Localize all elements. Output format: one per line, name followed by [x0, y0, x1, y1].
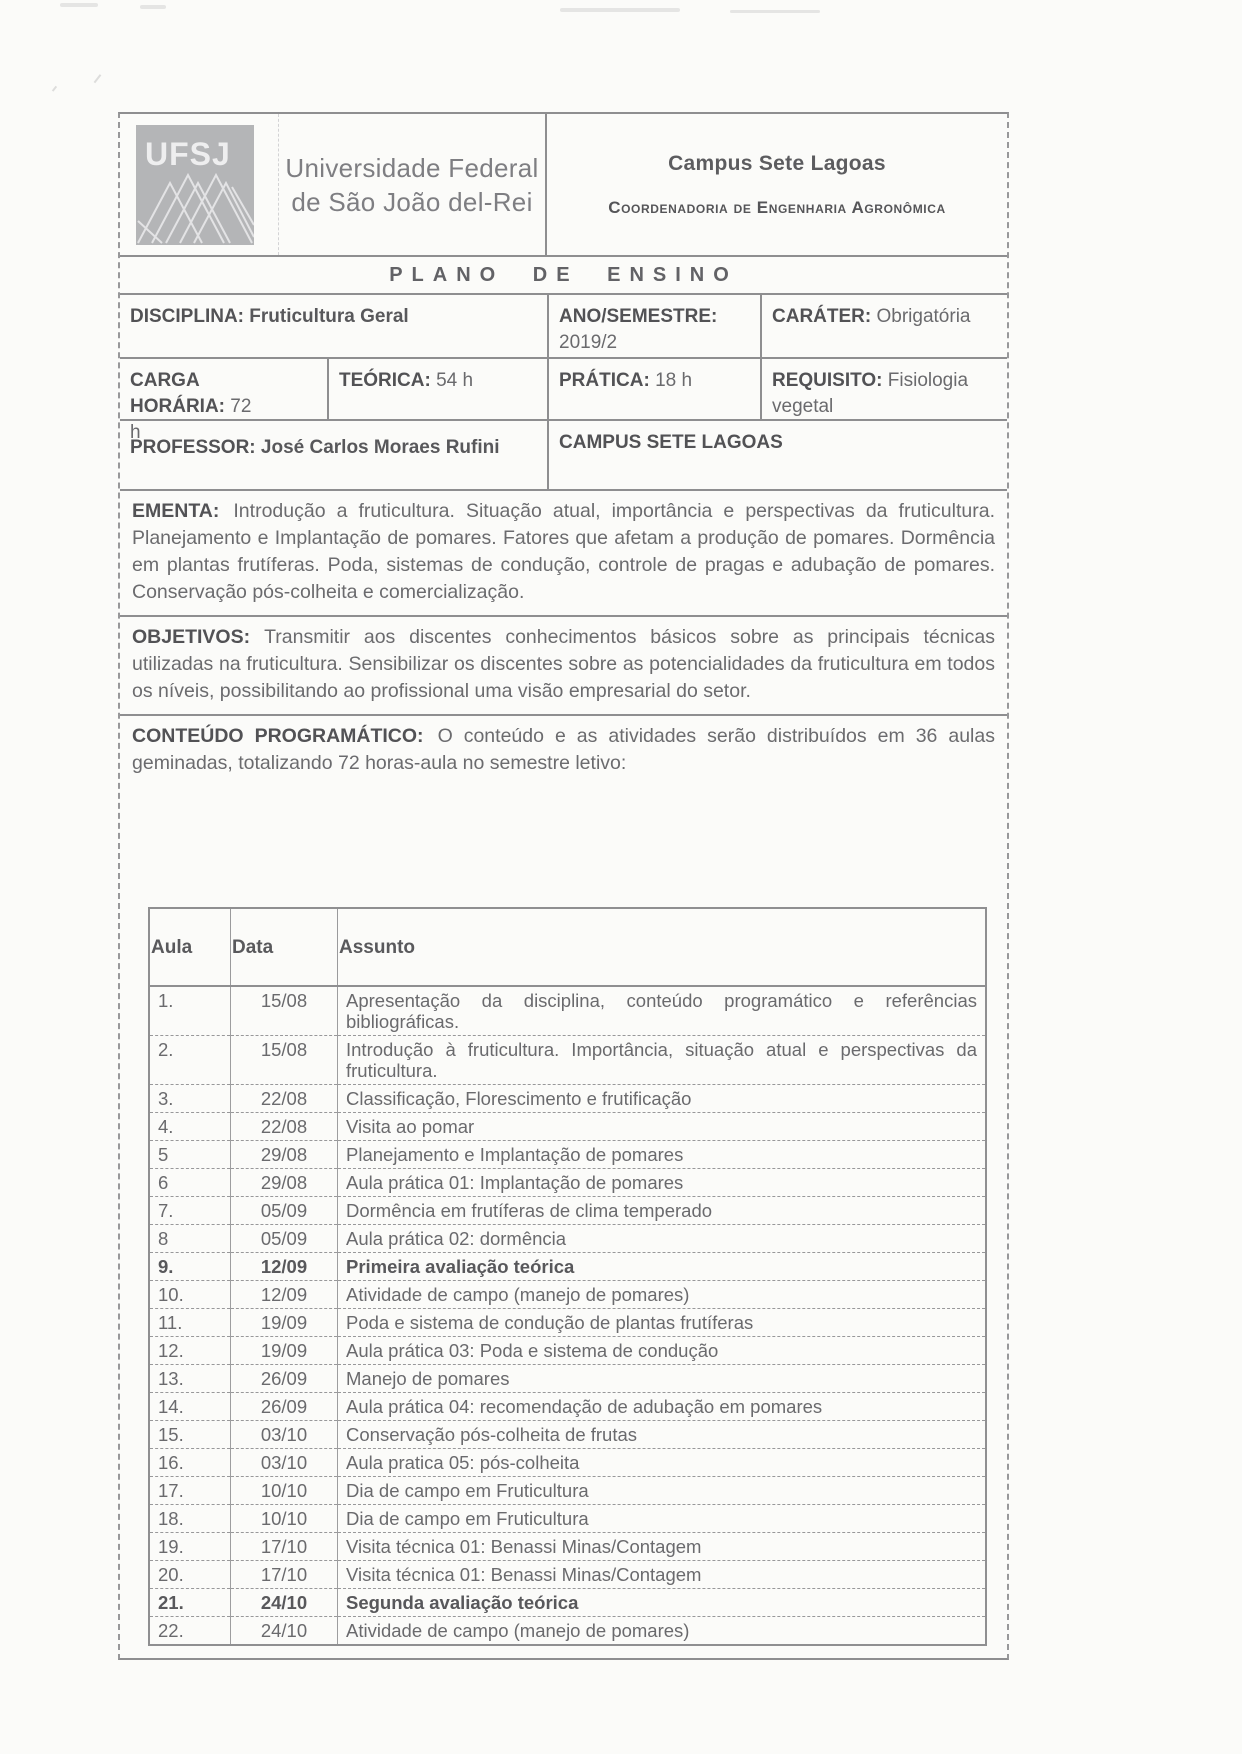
schedule-header-data: Data	[231, 908, 338, 986]
data-cell: 03/10	[231, 1449, 338, 1477]
carater-value: Obrigatória	[876, 306, 971, 327]
assunto-cell	[338, 1225, 987, 1253]
carga-horaria-label: CARGA HORÁRIA:	[130, 370, 225, 417]
campus-cell-value: CAMPUS SETE LAGOAS	[559, 432, 783, 453]
assunto-text: Aula prática 01: Implantação de pomares	[346, 1172, 684, 1193]
assunto-cell	[338, 1036, 987, 1085]
page-title: PLANO DE ENSINO	[120, 255, 1007, 293]
assunto-text: Dia de campo em Fruticultura	[346, 1508, 589, 1529]
data-cell: 26/09	[231, 1393, 338, 1421]
conteudo-paragraph	[132, 723, 995, 777]
data-cell: 15/08	[231, 986, 338, 1036]
assunto-text: Aula prática 02: dormência	[346, 1228, 567, 1249]
assunto-cell	[338, 1169, 987, 1197]
assunto-cell	[338, 1561, 987, 1589]
assunto-text: Segunda avaliação teórica	[346, 1592, 579, 1613]
assunto-cell	[338, 1449, 987, 1477]
assunto-cell	[338, 1281, 987, 1309]
pratica-label: PRÁTICA:	[559, 370, 650, 391]
objetivos-text: Transmitir aos discentes conhecimentos básicos sobre as principais técnicas utilizadas na fruticultura. Sensibilizar os discentes sobre as potencialidades da fruticultura em todos os níveis, possibilitando ao profissional uma visão empresarial do setor.	[132, 626, 995, 702]
aula-cell: 20.	[149, 1561, 231, 1589]
campus-title: Campus Sete Lagoas	[668, 151, 886, 175]
carga-horaria-cell	[120, 359, 327, 443]
scan-artifact	[52, 86, 68, 101]
data-cell: 24/10	[231, 1617, 338, 1646]
ano-semestre-value: 2019/2	[559, 332, 618, 353]
schedule-body	[149, 986, 986, 1645]
schedule-row	[149, 1309, 986, 1337]
assunto-text: Classificação, Florescimento e frutificação	[346, 1088, 692, 1109]
aula-cell: 14.	[149, 1393, 231, 1421]
schedule-row	[149, 1449, 986, 1477]
data-cell: 10/10	[231, 1477, 338, 1505]
info-row-disciplina	[120, 293, 1007, 357]
data-cell: 10/10	[231, 1505, 338, 1533]
scan-artifact	[140, 5, 166, 9]
assunto-cell	[338, 1365, 987, 1393]
aula-cell: 19.	[149, 1533, 231, 1561]
scan-artifact	[94, 74, 113, 92]
university-name	[279, 151, 545, 219]
schedule-row	[149, 986, 986, 1036]
assunto-text: Aula prática 03: Poda e sistema de condução	[346, 1340, 719, 1361]
assunto-cell	[338, 1421, 987, 1449]
schedule-row	[149, 1365, 986, 1393]
objetivos-label: OBJETIVOS:	[132, 626, 251, 648]
schedule-row	[149, 1589, 986, 1617]
schedule-header-aula: Aula	[149, 908, 231, 986]
data-cell: 12/09	[231, 1253, 338, 1281]
schedule-row	[149, 1617, 986, 1646]
carater-cell	[760, 295, 1007, 357]
assunto-cell	[338, 1113, 987, 1141]
coordination-title: Coordenadoria de Engenharia Agronômica	[608, 197, 946, 217]
aula-cell: 3.	[149, 1085, 231, 1113]
ementa-text: Introdução a fruticultura. Situação atual, importância e perspectivas da fruticultura. Planejamento e Implantação de pomares. Fatores que afetam a produção de pomares. Dormência em plantas frutíferas. Poda, sistemas de condução, controle de pragas e adubação de pomares. Conservação pós-colheita e comercialização.	[132, 500, 995, 603]
schedule-row	[149, 1141, 986, 1169]
aula-cell: 21.	[149, 1589, 231, 1617]
carater-label: CARÁTER:	[772, 306, 872, 327]
university-name-line1: Universidade Federal	[285, 152, 539, 183]
data-cell: 17/10	[231, 1561, 338, 1589]
aula-cell: 16.	[149, 1449, 231, 1477]
assunto-cell	[338, 1533, 987, 1561]
schedule-row	[149, 1393, 986, 1421]
carga-horaria-value: 72 h	[130, 396, 252, 443]
schedule-row	[149, 1505, 986, 1533]
assunto-text: Planejamento e Implantação de pomares	[346, 1144, 684, 1165]
professor-cell	[120, 421, 547, 489]
schedule-row	[149, 1085, 986, 1113]
assunto-text: Conservação pós-colheita de frutas	[346, 1424, 638, 1445]
schedule-row	[149, 1253, 986, 1281]
pratica-value: 18 h	[655, 370, 693, 391]
schedule-row	[149, 1197, 986, 1225]
data-cell: 22/08	[231, 1113, 338, 1141]
schedule-row	[149, 1036, 986, 1085]
assunto-text: Dia de campo em Fruticultura	[346, 1480, 589, 1501]
assunto-text: Atividade de campo (manejo de pomares)	[346, 1284, 690, 1305]
data-cell: 17/10	[231, 1533, 338, 1561]
assunto-cell	[338, 1477, 987, 1505]
aula-cell: 18.	[149, 1505, 231, 1533]
assunto-cell	[338, 1393, 987, 1421]
aula-cell: 7.	[149, 1197, 231, 1225]
pratica-cell	[547, 359, 760, 419]
aula-cell: 2.	[149, 1036, 231, 1085]
data-cell: 26/09	[231, 1365, 338, 1393]
ementa-block	[120, 489, 1007, 615]
data-cell: 05/09	[231, 1197, 338, 1225]
data-cell: 22/08	[231, 1085, 338, 1113]
header-left-cell	[120, 114, 547, 255]
conteudo-label: CONTEÚDO PROGRAMÁTICO:	[132, 725, 424, 747]
info-row-professor	[120, 419, 1007, 489]
ano-semestre-label: ANO/SEMESTRE:	[559, 306, 718, 327]
disciplina-value: Fruticultura Geral	[249, 306, 409, 327]
data-cell: 29/08	[231, 1169, 338, 1197]
disciplina-cell	[120, 295, 547, 357]
assunto-cell	[338, 1589, 987, 1617]
assunto-cell	[338, 1253, 987, 1281]
aula-cell: 6	[149, 1169, 231, 1197]
header-right-cell	[547, 114, 1007, 255]
conteudo-block	[120, 714, 1007, 1658]
aula-cell: 15.	[149, 1421, 231, 1449]
scan-artifact	[560, 8, 680, 12]
assunto-cell	[338, 1617, 987, 1646]
assunto-cell	[338, 1085, 987, 1113]
assunto-text: Aula pratica 05: pós-colheita	[346, 1452, 580, 1473]
aula-cell: 17.	[149, 1477, 231, 1505]
aula-cell: 12.	[149, 1337, 231, 1365]
aula-cell: 5	[149, 1141, 231, 1169]
assunto-text: Poda e sistema de condução de plantas frutíferas	[346, 1312, 754, 1333]
assunto-cell	[338, 1337, 987, 1365]
assunto-text: Apresentação da disciplina, conteúdo programático e referências bibliográficas.	[346, 990, 977, 1032]
data-cell: 03/10	[231, 1421, 338, 1449]
data-cell: 15/08	[231, 1036, 338, 1085]
assunto-cell	[338, 1197, 987, 1225]
assunto-text: Visita ao pomar	[346, 1116, 475, 1137]
requisito-value: Fisiologia vegetal	[772, 370, 969, 417]
assunto-cell	[338, 986, 987, 1036]
schedule-row	[149, 1113, 986, 1141]
ufsj-logo-text: UFSJ	[145, 135, 231, 172]
ufsj-logo-icon	[136, 125, 254, 245]
assunto-cell	[338, 1141, 987, 1169]
disciplina-label: DISCIPLINA:	[130, 306, 244, 327]
requisito-label: REQUISITO:	[772, 370, 883, 391]
schedule-row	[149, 1421, 986, 1449]
aula-cell: 9.	[149, 1253, 231, 1281]
assunto-text: Manejo de pomares	[346, 1368, 510, 1389]
aula-cell: 13.	[149, 1365, 231, 1393]
professor-label: PROFESSOR:	[130, 437, 256, 458]
assunto-text: Dormência em frutíferas de clima temperado	[346, 1200, 713, 1221]
schedule-row	[149, 1477, 986, 1505]
schedule-row	[149, 1169, 986, 1197]
scan-artifact	[730, 10, 820, 13]
university-name-line2: de São João del-Rei	[291, 186, 533, 217]
assunto-text: Atividade de campo (manejo de pomares)	[346, 1620, 690, 1641]
schedule-row	[149, 1337, 986, 1365]
data-cell: 12/09	[231, 1281, 338, 1309]
data-cell: 19/09	[231, 1309, 338, 1337]
objetivos-block	[120, 615, 1007, 714]
schedule-row	[149, 1533, 986, 1561]
professor-value: José Carlos Moraes Rufini	[260, 437, 500, 458]
aula-cell: 1.	[149, 986, 231, 1036]
schedule-row	[149, 1281, 986, 1309]
data-cell: 29/08	[231, 1141, 338, 1169]
assunto-cell	[338, 1505, 987, 1533]
teorica-value: 54 h	[436, 370, 474, 391]
document-page	[118, 112, 1009, 1660]
aula-cell: 10.	[149, 1281, 231, 1309]
campus-cell	[547, 421, 1007, 489]
ano-semestre-cell	[547, 295, 760, 357]
document-header	[120, 114, 1007, 255]
assunto-cell	[338, 1309, 987, 1337]
requisito-cell	[760, 359, 1007, 419]
schedule-table	[148, 907, 987, 1646]
assunto-text: Primeira avaliação teórica	[346, 1256, 575, 1277]
assunto-text: Aula prática 04: recomendação de adubação em pomares	[346, 1396, 823, 1417]
data-cell: 19/09	[231, 1337, 338, 1365]
schedule-row	[149, 1225, 986, 1253]
aula-cell: 4.	[149, 1113, 231, 1141]
ementa-label: EMENTA:	[132, 500, 220, 522]
schedule-header-assunto: Assunto	[338, 908, 987, 986]
teorica-label: TEÓRICA:	[339, 370, 431, 391]
assunto-text: Visita técnica 01: Benassi Minas/Contagem	[346, 1564, 702, 1585]
data-cell: 24/10	[231, 1589, 338, 1617]
aula-cell: 8	[149, 1225, 231, 1253]
assunto-text: Visita técnica 01: Benassi Minas/Contagem	[346, 1536, 702, 1557]
aula-cell: 11.	[149, 1309, 231, 1337]
schedule-row	[149, 1561, 986, 1589]
conteudo-text: O conteúdo e as atividades serão distribuídos em 36 aulas geminadas, totalizando 72 horas-aula no semestre letivo:	[132, 725, 995, 774]
aula-cell: 22.	[149, 1617, 231, 1646]
data-cell: 05/09	[231, 1225, 338, 1253]
assunto-text: Introdução à fruticultura. Importância, situação atual e perspectivas da fruticultura.	[346, 1039, 977, 1081]
schedule-header-row	[149, 908, 986, 986]
teorica-cell	[327, 359, 547, 419]
scan-artifact	[60, 3, 98, 7]
